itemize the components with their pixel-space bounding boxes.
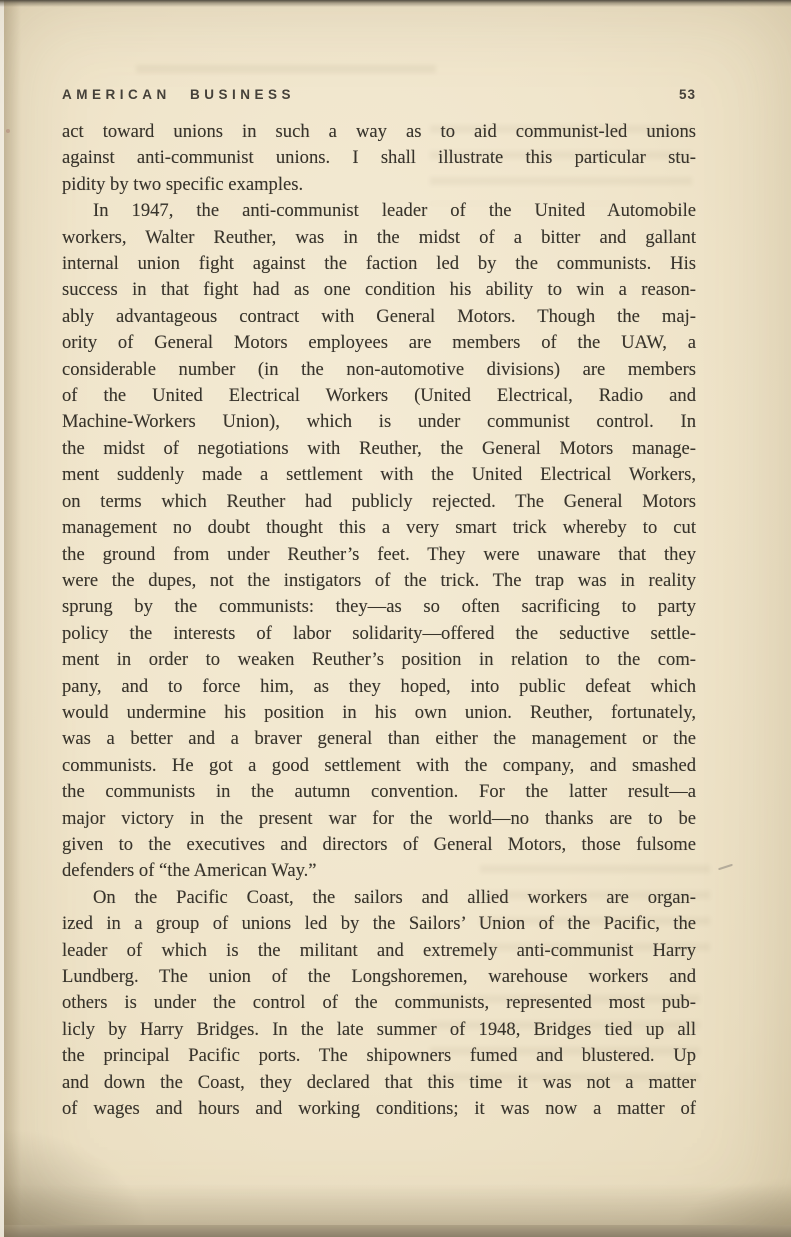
text-line: pany, and to force him, as they hoped, into public defeat which (62, 675, 696, 697)
text-line: licly by Harry Bridges. In the late summer of 1948, Bridges tied up all (62, 1018, 696, 1040)
text-line: management no doubt thought this a very smart trick whereby to cut (62, 517, 696, 539)
text-line: would undermine his position in his own union. Reuther, fortunately, (62, 701, 696, 723)
paragraph (62, 198, 696, 885)
scan-smudge-mark (718, 864, 733, 871)
text-line: ized in a group of unions led by the Sailors’ Union of the Pacific, the (62, 913, 696, 935)
text-line: internal union fight against the faction led by the communists. His (62, 253, 696, 275)
text-line: were the dupes, not the instigators of the trick. The trap was in reality (62, 569, 696, 591)
text-line: act toward unions in such a way as to aid communist-led unions (62, 121, 696, 142)
text-line: ment suddenly made a settlement with the United Electrical Workers, (62, 464, 696, 486)
running-header (62, 87, 696, 102)
paragraph (62, 885, 696, 1123)
text-line: Lundberg. The union of the Longshoremen, warehouse workers and (62, 966, 696, 987)
text-line: on terms which Reuther had publicly rejected. The General Motors (62, 490, 696, 512)
text-line: sprung by the communists: they—as so often sacrificing to party (62, 596, 696, 618)
text-line: against anti-communist unions. I shall illustrate this particular stu- (62, 147, 696, 169)
text-line: major victory in the present war for the world—no thanks are to be (62, 807, 696, 829)
text-line: On the Pacific Coast, the sailors and allied workers are organ- (93, 886, 696, 908)
text-line: considerable number (in the non-automotive divisions) are members (62, 358, 696, 380)
paragraph (62, 119, 696, 198)
running-title: AMERICAN BUSINESS (62, 87, 296, 102)
page-bottom-shadow (0, 1184, 791, 1226)
text-line: leader of which is the militant and extremely anti-communist Harry (62, 939, 696, 961)
text-line: and down the Coast, they declared that this time it was not a matter (62, 1071, 696, 1093)
text-line: was a better and a braver general than either the management or the (62, 728, 696, 750)
text-line: the midst of negotiations with Reuther, the General Motors manage- (62, 437, 696, 459)
text-line: communists. He got a good settlement with the company, and smashed (62, 754, 696, 776)
text-line: pidity by two specific examples. (62, 173, 304, 195)
text-line: ority of General Motors employees are members of the UAW, a (62, 332, 696, 354)
text-line: others is under the control of the communists, represented most pub- (62, 992, 696, 1014)
text-line: ably advantageous contract with General Motors. Though the maj- (62, 305, 696, 327)
text-line: the communists in the autumn convention. For the latter result—a (62, 781, 696, 803)
page-left-shadow (4, 0, 21, 1237)
text-line: ment in order to weaken Reuther’s position in relation to the com- (62, 649, 696, 671)
text-line: policy the interests of labor solidarity—offered the seductive settle- (62, 622, 696, 644)
text-line: defenders of “the American Way.” (62, 860, 317, 882)
text-line: In 1947, the anti-communist leader of the United Automobile (93, 200, 696, 222)
text-line: Machine-Workers Union), which is under communist control. In (62, 411, 696, 433)
text-line: of wages and hours and working conditions; it was now a matter of (62, 1098, 696, 1120)
text-line: the ground from under Reuther’s feet. They were unaware that they (62, 543, 696, 565)
page-body (62, 119, 696, 1122)
page-number: 53 (678, 87, 696, 102)
bleed-through-texture (136, 56, 436, 90)
text-line: the principal Pacific ports. The shipowners fumed and blustered. Up (62, 1045, 696, 1067)
text-line: success in that fight had as one condition his ability to win a reason- (62, 279, 696, 301)
page-bottom-edge (0, 1225, 791, 1237)
text-line: given to the executives and directors of General Motors, those fulsome (62, 833, 696, 855)
text-line: of the United Electrical Workers (United Electrical, Radio and (62, 385, 696, 407)
page-top-edge (0, 0, 791, 7)
text-line: workers, Walter Reuther, was in the midst of a bitter and gallant (62, 226, 696, 248)
